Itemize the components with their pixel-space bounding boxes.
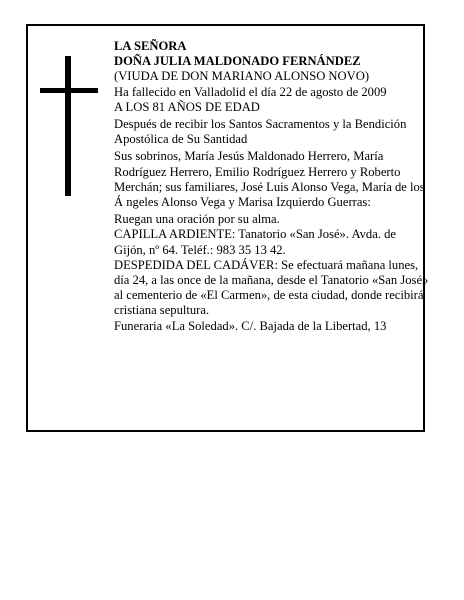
funeral-home-text: Funeraria «La Soledad». C/. Bajada de la Libertad, 13 — [114, 318, 387, 333]
sacraments-text: Después de recibir los Santos Sacramentos y la Bendición Apostólica de Su Santidad — [114, 117, 407, 147]
farewell-text: DESPEDIDA DEL CADÁVER: Se efectuará mañana lunes, día 24, a las once de la mañana, desde el Tanatorio «San José» al cementerio de «El Carmen», de esta ciudad, donde recibirá cristiana sepultura. — [114, 257, 429, 318]
heading-la-senora: LA SEÑORA — [114, 39, 187, 53]
chapel-text: CAPILLA ARDIENTE: Tanatorio «San José». Avda. de Gijón, nº 64. Teléf.: 983 35 13 42. — [114, 227, 396, 257]
death-statement: Ha fallecido en Valladolid el día 22 de agosto de 2009 — [114, 84, 387, 99]
family-text: Sus sobrinos, María Jesús Maldonado Herrero, María Rodríguez Herrero, Emilio Rodríguez Herrero y Roberto Merchán; sus familiares, José Luis Alonso Vega, María de los Á ngeles Alonso Vega y Marisa Izquierdo Guerras: — [114, 149, 425, 210]
notice-content — [114, 39, 430, 334]
widow-of: (VIUDA DE DON MARIANO ALONSO NOVO) — [114, 69, 370, 84]
cross-icon — [40, 56, 98, 196]
deceased-name: DOÑA JULIA MALDONADO FERNÁNDEZ — [114, 54, 361, 69]
age-statement: A LOS 81 AÑOS DE EDAD — [114, 99, 260, 114]
prayer-text: Ruegan una oración por su alma. — [114, 212, 280, 227]
